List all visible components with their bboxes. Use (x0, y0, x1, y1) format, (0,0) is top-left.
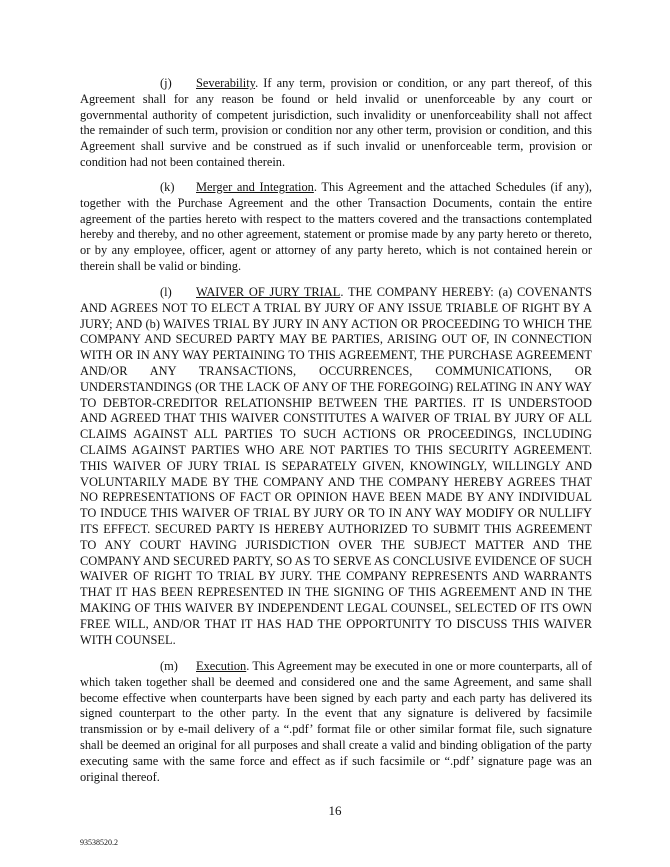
section-marker: (m) (160, 659, 178, 673)
section-body: . This Agreement may be executed in one or more counterparts, all of which taken together shall be deemed and considered one and the same Agreement, and same shall become effective when counterparts have been signed by each party and each party has delivered its signed counterpart to the other party. In the event that any signature is delivered by facsimile transmission or by e-mail delivery of a “.pdf’ format file or other similar format file, such signature shall be deemed an original for all purposes and shall create a valid and binding obligation of the party executing same with the same force and effect as if such facsimile or “.pdf’ signature page was an original thereof. (80, 659, 592, 784)
section-body: . This Agreement and the attached Schedules (if any), together with the Purchase Agreement and the other Transaction Documents, contain the entire agreement of the parties hereto with respect to the matters covered and the transactions contemplated hereby and thereby, and no other agreement, statement or promise made by any party hereto or thereto, or by any employee, officer, agent or attorney of any party hereto, which is not contained herein or therein shall be valid or binding. (80, 180, 592, 273)
document-id: 93538520.2 (80, 838, 118, 847)
section-j-paragraph (80, 76, 592, 171)
page-number: 16 (328, 803, 342, 818)
section-l-paragraph (80, 285, 592, 648)
section-marker: (k) (160, 180, 175, 194)
section-heading: Merger and Integration (196, 180, 314, 194)
section-heading: WAIVER OF JURY TRIAL (196, 285, 341, 299)
section-m-paragraph (80, 659, 592, 785)
section-heading: Execution (196, 659, 247, 673)
section-k-paragraph (80, 180, 592, 275)
section-marker: (j) (160, 76, 172, 90)
section-body: . THE COMPANY HEREBY: (a) COVENANTS AND AGREES NOT TO ELECT A TRIAL BY JURY OF ANY ISSUE TRIABLE OF RIGHT BY A JURY; AND (b) WAIVES TRIAL BY JURY IN ANY ACTION OR PROCEEDING TO WHICH THE COMPANY AND SECURED PARTY MAY BE PARTIES, ARISING OUT OF, IN CONNECTION WITH OR IN ANY WAY PERTAINING TO THIS AGREEMENT, THE PURCHASE AGREEMENT AND/OR ANY TRANSACTIONS, OCCURRENCES, COMMUNICATIONS, OR UNDERSTANDINGS (OR THE LACK OF ANY OF THE FOREGOING) RELATING IN ANY WAY TO DEBTOR-CREDITOR RELATIONSHIP BETWEEN THE PARTIES. IT IS UNDERSTOOD AND AGREED THAT THIS WAIVER CONSTITUTES A WAIVER OF TRIAL BY JURY OF ALL CLAIMS AGAINST ALL PARTIES TO SUCH ACTIONS OR PROCEEDINGS, INCLUDING CLAIMS AGAINST PARTIES WHO ARE NOT PARTIES TO THIS SECURITY AGREEMENT. THIS WAIVER OF JURY TRIAL IS SEPARATELY GIVEN, KNOWINGLY, WILLINGLY AND VOLUNTARILY MADE BY THE COMPANY AND THE COMPANY HEREBY AGREES THAT NO REPRESENTATIONS OF FACT OR OPINION HAVE BEEN MADE BY ANY INDIVIDUAL TO INDUCE THIS WAIVER OF TRIAL BY JURY OR TO IN ANY WAY MODIFY OR NULLIFY ITS EFFECT. SECURED PARTY IS HEREBY AUTHORIZED TO SUBMIT THIS AGREEMENT TO ANY COURT HAVING JURISDICTION OVER THE SUBJECT MATTER AND THE COMPANY AND SECURED PARTY, SO AS TO SERVE AS CONCLUSIVE EVIDENCE OF SUCH WAIVER OF RIGHT TO TRIAL BY JURY. THE COMPANY REPRESENTS AND WARRANTS THAT IT HAS BEEN REPRESENTED IN THE SIGNING OF THIS AGREEMENT AND IN THE MAKING OF THIS WAIVER BY INDEPENDENT LEGAL COUNSEL, SELECTED OF ITS OWN FREE WILL, AND/OR THAT IT HAS HAD THE OPPORTUNITY TO DISCUSS THIS WAIVER WITH COUNSEL. (80, 285, 592, 647)
section-body: . If any term, provision or condition, or any part thereof, of this Agreement shall for any reason be found or held invalid or unenforceable by any court or governmental authority of competent jurisdiction, such invalidity or unenforceability shall not affect the remainder of such term, provision or condition nor any other term, provision or condition, and this Agreement shall survive and be construed as if such invalid or unenforceable term, provision or condition had not been contained therein. (80, 76, 592, 169)
section-marker: (l) (160, 285, 172, 299)
section-heading: Severability (196, 76, 256, 90)
